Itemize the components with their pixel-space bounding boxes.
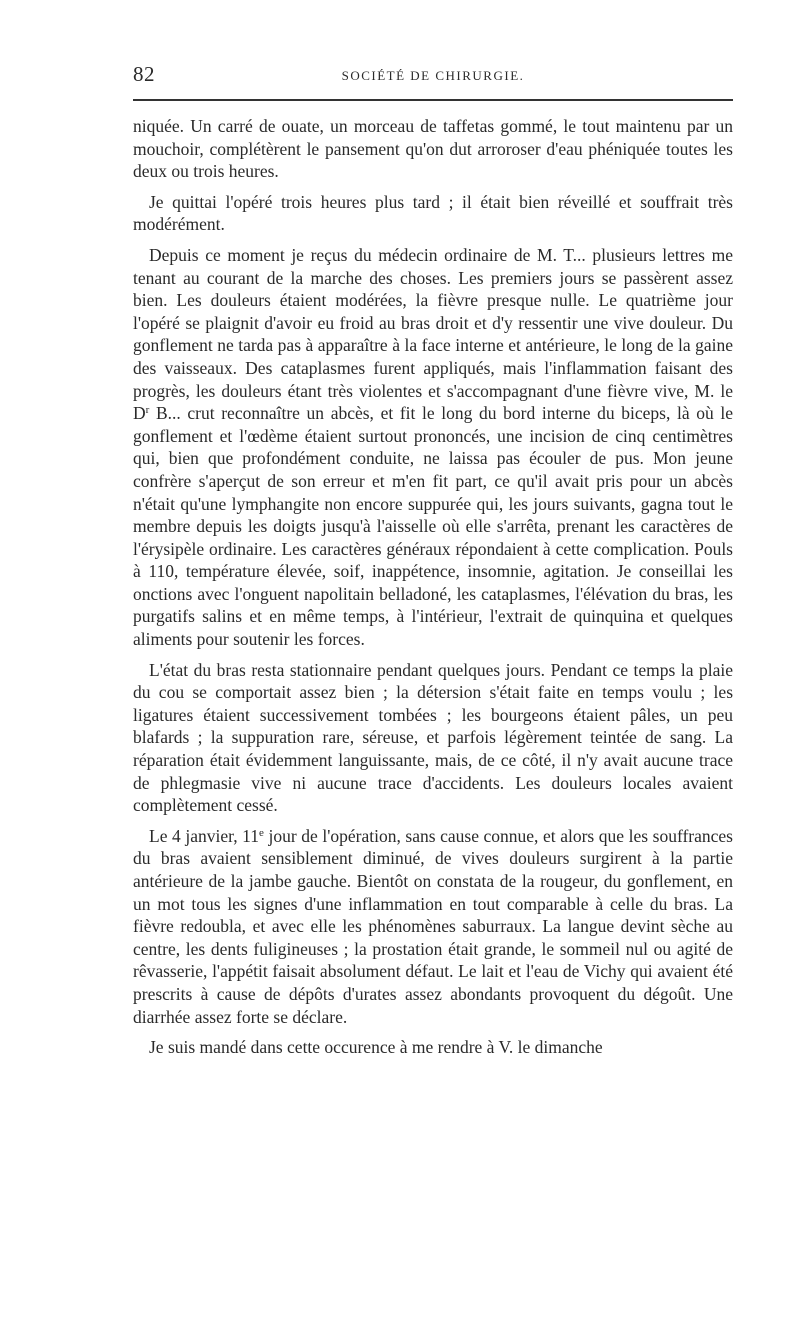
paragraph-5-superscript: e xyxy=(259,826,264,839)
body-text xyxy=(133,115,733,1067)
paragraph-1-text: niquée. Un carré de ouate, un morceau de taffetas gommé, le tout maintenu par un mouchoir, complétèrent le pansement qu'on dut arroroser d'eau phéniquée toutes les deux ou trois heures. xyxy=(133,116,733,182)
paragraph-5-text: Le 4 janvier, 11 xyxy=(149,825,260,846)
page-number: 82 xyxy=(133,62,155,86)
paragraph-3-text: Depuis ce moment je reçus du médecin ordinaire de M. T... plusieurs lettres me tenant au courant de la marche des choses. Les premiers jours se passèrent assez bien. Les douleurs étaient modérées, la fièvre presque nulle. Le quatrième jour l'opéré se plaignit d'avoir eu froid au bras droit et d'y ressentir une vive douleur. Du gonflement ne tarda pas à apparaître à la face interne et antérieure, le long de la gaine des vaisseaux. Des cataplasmes furent appliqués, mais l'inflammation faisant des progrès, les douleurs étant très violentes et s'accompagnant d'une fièvre vive, M. le D xyxy=(133,244,733,424)
paragraph-6-text: Je suis mandé dans cette occurence à me rendre à V. le dimanche xyxy=(149,1037,603,1058)
paragraph-2-text: Je quittai l'opéré trois heures plus tard ; il était bien réveillé et souffrait très modérément. xyxy=(133,191,733,235)
paragraph-1 xyxy=(133,115,733,183)
page-header xyxy=(133,62,733,88)
paragraph-3-text-continued: B... crut reconnaître un abcès, et fit le long du bord interne du biceps, là où le gonflement et l'œdème étaient surtout prononcés, une incision de cinq centimètres qui, bien que profondément conduite, ne laissa pas écouler de pus. Mon jeune confrère s'aperçut de son erreur et m'en fit part, ce qu'il avait pris pour un abcès n'était qu'une lymphangite non encore suppurée qui, les jours suivants, gagna tout le membre depuis les doigts jusqu'à l'aisselle où elle s'arrêta, prenant les caractères de l'érysipèle ordinaire. Les caractères généraux répondaient à cette complication. Pouls à 110, température élevée, soif, inappétence, insomnie, agitation. Je conseillai les onctions avec l'onguent napolitain belladoné, les cataplasmes, l'élévation du bras, les purgatifs salins et en même temps, à l'intérieur, l'extrait de quinquina et quelques aliments pour soutenir les forces. xyxy=(133,403,733,650)
paragraph-3-superscript: r xyxy=(145,404,150,417)
running-title: SOCIÉTÉ DE CHIRURGIE. xyxy=(341,68,525,83)
paragraph-3 xyxy=(133,244,733,651)
paragraph-5-text-continued: jour de l'opération, sans cause connue, et alors que les souffrances du bras avaient sensiblement diminué, de vives douleurs surgirent à la partie antérieure de la jambe gauche. Bientôt on constata de la rougeur, du gonflement, en un mot tous les signes d'une inflammation en tout comparable à celle du bras. La fièvre redoubla, et avec elle les phénomènes saburraux. La langue devint sèche au centre, les dents fuligineuses ; la prostation était grande, le sommeil nul ou agité de rêvasserie, l'appétit faisait absolument défaut. Le lait et l'eau de Vichy qui avaient été prescrits à cause de dépôts d'urates assez abondants provoquent du dégoût. Une diarrhée assez forte se déclare. xyxy=(133,825,733,1027)
paragraph-4-text: L'état du bras resta stationnaire pendant quelques jours. Pendant ce temps la plaie du cou se comportait assez bien ; la détersion s'était faite en temps voulu ; les ligatures étaient successivement tombées ; les bourgeons étaient pâles, un peu blafards ; la suppuration rare, séreuse, et parfois légèrement teintée de sang. La réparation était évidemment languissante, mais, de ce côté, il n'y avait aucune trace de phlegmasie vive ni aucune trace d'accidents. Les douleurs locales avaient complètement cessé. xyxy=(133,659,733,816)
paragraph-2 xyxy=(133,191,733,236)
paragraph-5 xyxy=(133,825,733,1028)
paragraph-4 xyxy=(133,659,733,817)
header-rule xyxy=(133,99,733,101)
paragraph-6 xyxy=(133,1036,733,1059)
